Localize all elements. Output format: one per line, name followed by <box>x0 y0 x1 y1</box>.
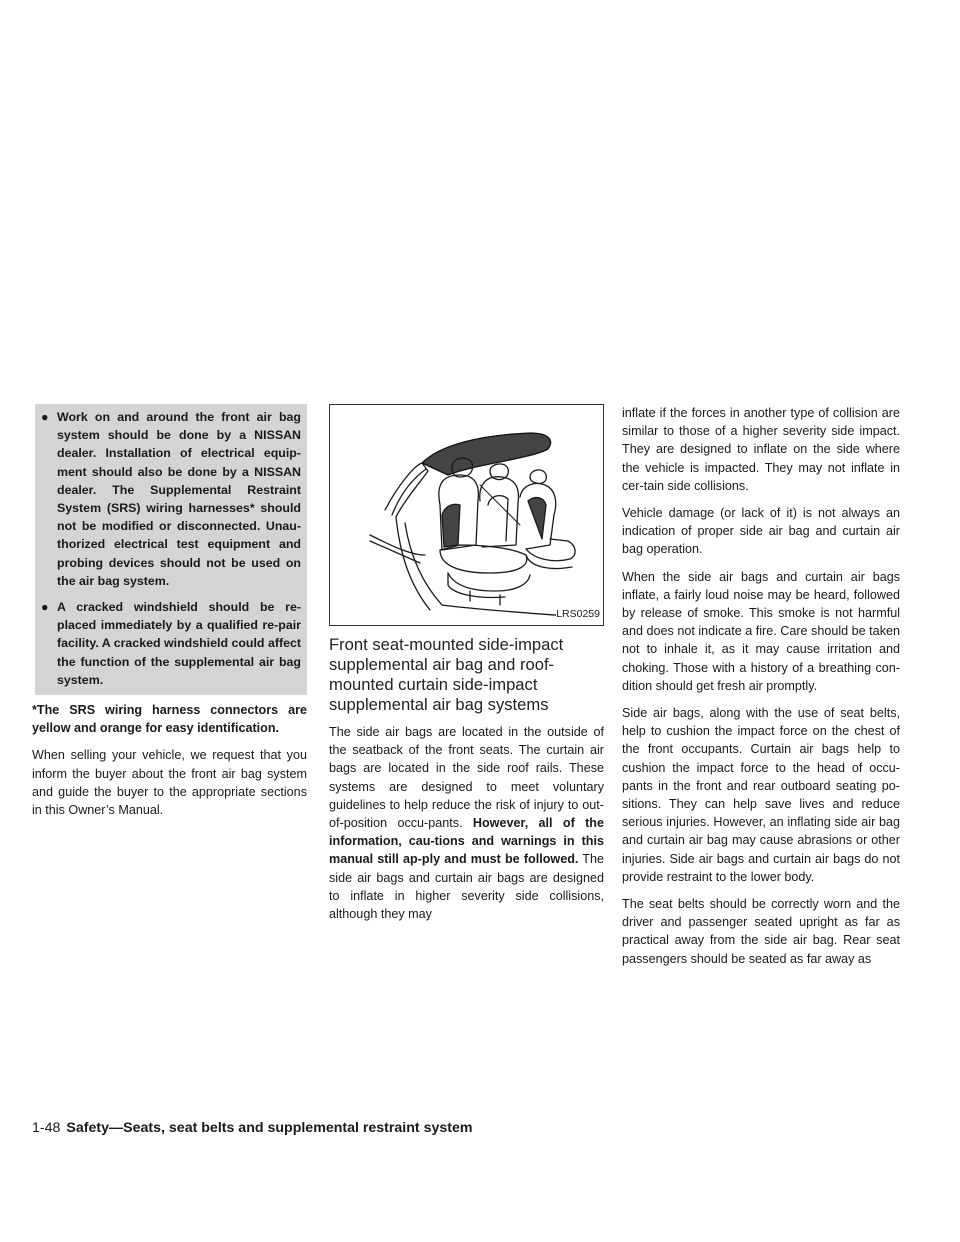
paragraph: inflate if the forces in another type of collision are similar to those of a higher severity side impact. They are designed to inflate on the side where the vehicle is impacted. They may not inflate in cer-tain side collisions. <box>622 406 900 493</box>
para-bold-text: However, all of the information, cau-tions and warnings in this manual still ap-ply and must be followed. <box>329 816 604 867</box>
selling-paragraph: When selling your vehicle, we request that you inform the buyer about the front air bag system and guide the buyer to the appropriate sections in this Owner’s Manual. <box>32 748 307 818</box>
para-text-end: The side air bags and curtain air bags are designed to inflate in higher severity side collisions, although they may <box>329 852 604 922</box>
warning-item <box>41 408 301 590</box>
warning-text: A cracked windshield should be re-placed immediately by a qualified re-pair facility. A cracked windshield could affect the function of the supplemental air bag system. <box>57 600 301 687</box>
paragraph: Vehicle damage (or lack of it) is not always an indication of proper side air bag and curtain air bag operation. <box>622 506 900 557</box>
column-left <box>32 404 307 828</box>
paragraph: When the side air bags and curtain air bags inflate, a fairly loud noise may be heard, followed by release of smoke. This smoke is not harmful and does not indicate a fire. Care should be taken not to inhale it, as it may cause irritation and choking. Those with a history of a breathing con-dition should get fresh air promptly. <box>622 569 900 693</box>
page-number: 1-48 <box>32 1120 61 1136</box>
page-footer <box>32 1120 472 1136</box>
section-heading: Front seat-mounted side-impact supplemental air bag and roof-mounted curtain side-impact supplemental air bag systems <box>329 635 564 714</box>
warning-text: Work on and around the front air bag system should be done by a NISSAN dealer. Installation of electrical equip-ment should also be done by a NISSAN dealer. The Supplemental Restraint System (SRS) wiring harnesses* should not be modified or disconnected. Unau-thorized electrical test equipment and probing devices should not be used on the air bag system. <box>57 410 301 588</box>
column-right <box>622 404 900 977</box>
warning-box <box>35 404 307 695</box>
paragraph: The seat belts should be correctly worn and the driver and passenger seated upright as far as practical away from the side air bag. Rear seat passengers should be seated as far away as <box>622 897 900 966</box>
para-text: The side air bags are located in the outside of the seatback of the front seats. The curtain air bags are located in the side roof rails. These systems are designed to meet voluntary guidelines to help reduce the risk of injury to out-of-position occu-pants. <box>329 725 604 831</box>
warning-item <box>41 598 301 689</box>
column-middle <box>329 404 604 932</box>
airbag-illustration <box>329 404 604 626</box>
seat-airbag-drawing <box>330 405 603 625</box>
paragraph: Side air bags, along with the use of seat belts, help to cushion the impact force on the chest of the front occupants. Curtain air bags help to cushion the impact force to the head of occu-pants in the front and rear outboard seating po-sitions. They can help save lives and reduce serious injuries. However, an inflating side air bag and curtain air bag may cause abrasions or other injuries. Side air bags and curtain air bags do not provide restraint to the lower body. <box>622 706 900 884</box>
bullet-icon: ● <box>41 600 49 615</box>
bullet-icon: ● <box>41 410 49 424</box>
figure-label: LRS0259 <box>556 605 600 623</box>
section-title: Safety—Seats, seat belts and supplemental restraint system <box>66 1120 473 1136</box>
side-airbag-paragraph <box>329 723 604 923</box>
wiring-note: *The SRS wiring harness connectors are yellow and orange for easy identification. <box>32 703 307 736</box>
